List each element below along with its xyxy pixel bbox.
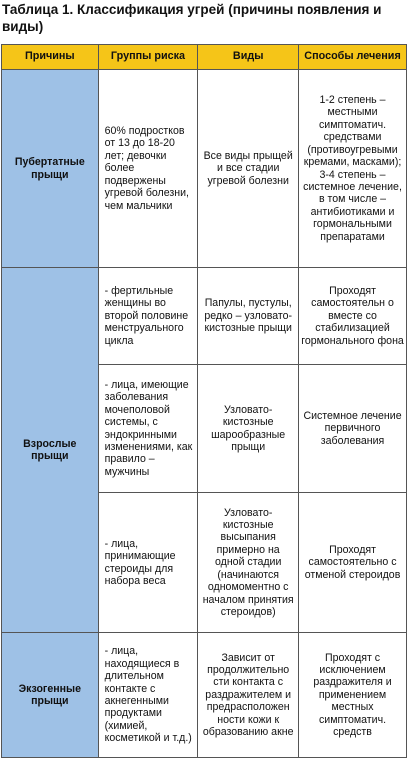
type-cell: Узловато-кистозные высыпания примерно на одной стадии (начинаются одномоментно с началом принятия стероидов) xyxy=(198,493,299,633)
header-treatment: Способы лечения xyxy=(299,45,407,70)
risk-group-cell: - лица, имеющие заболевания мочеполовой системы, с эндокринными изменениями, как правило – мужчины xyxy=(98,365,198,493)
table-row xyxy=(2,633,407,758)
cause-cell: Взрослые прыщи xyxy=(2,268,99,633)
acne-classification-table xyxy=(1,44,407,758)
type-cell: Папулы, пустулы, редко – узловато-кистозные прыщи xyxy=(198,268,299,365)
table-header-row xyxy=(2,45,407,70)
type-cell: Зависит от продолжительно сти контакта с раздражителем и предрасположен ности кожи к образованию акне xyxy=(198,633,299,758)
cause-cell: Пубертатные прыщи xyxy=(2,70,99,268)
table-row xyxy=(2,268,407,365)
treatment-cell: Проходят самостоятельно с отменой стероидов xyxy=(299,493,407,633)
risk-group-cell: - фертильные женщины во второй половине менструального цикла xyxy=(98,268,198,365)
treatment-cell: Проходят самостоятельн о вместе со стабилизацией гормонального фона xyxy=(299,268,407,365)
cause-cell: Экзогенные прыщи xyxy=(2,633,99,758)
risk-group-cell: - лица, принимающие стероиды для набора веса xyxy=(98,493,198,633)
risk-group-cell: 60% подростков от 13 до 18-20 лет; девочки более подвержены угревой болезни, чем мальчики xyxy=(98,70,198,268)
type-cell: Узловато-кистозные шарообразные прыщи xyxy=(198,365,299,493)
header-types: Виды xyxy=(198,45,299,70)
treatment-cell: Системное лечение первичного заболевания xyxy=(299,365,407,493)
type-cell: Все виды прыщей и все стадии угревой болезни xyxy=(198,70,299,268)
treatment-cell: 1-2 степень – местными симптоматич. средствами (противоугревыми кремами, масками); 3-4 степень – системное лечение, в том числе – антибиотиками и гормональными препаратами xyxy=(299,70,407,268)
risk-group-cell: - лица, находящиеся в длительном контакте с акнегенными продуктами (химией, косметикой и т.д.) xyxy=(98,633,198,758)
treatment-cell: Проходят с исключением раздражителя и применением местных симптоматич. средств xyxy=(299,633,407,758)
table-row xyxy=(2,70,407,268)
header-risk-groups: Группы риска xyxy=(98,45,198,70)
header-causes: Причины xyxy=(2,45,99,70)
table-title: Таблица 1. Классификация угрей (причины появления и виды) xyxy=(2,2,382,34)
